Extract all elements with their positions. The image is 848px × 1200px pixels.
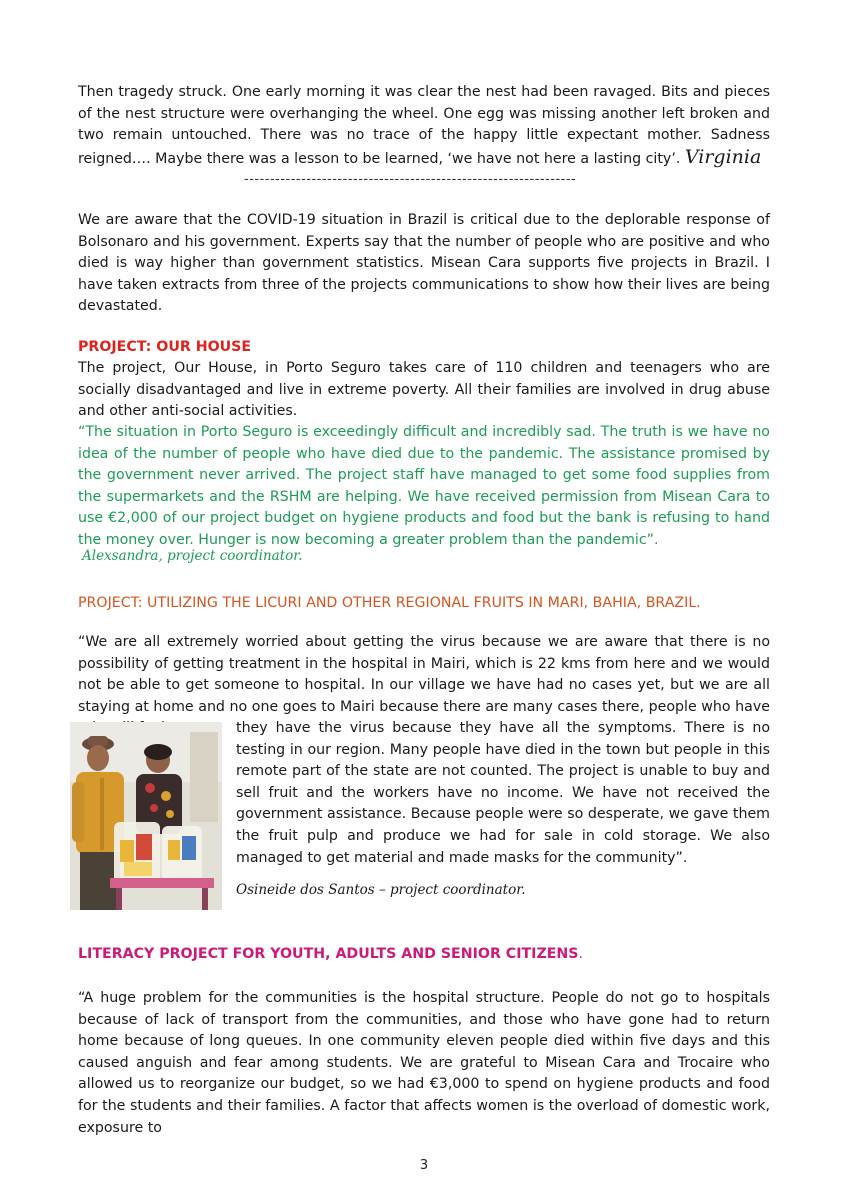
project-licuri-body-side: they have the virus because they have all the symptoms. There is no testing in our region. Many people have died in the town but people in this remote part of the state are not counted. The project is unable to buy and sell fruit and the workers have no income. We have not received the government assistance. Because people were so desperate, we gave them the fruit pulp and produce we had for sale in cold storage. We also managed to get material and made masks for the community”.: [236, 720, 770, 866]
project-our-house-quote: “The situation in Porto Seguro is exceedingly difficult and incredibly sad. The truth is we have no idea of the number of people who have died due to the pandemic. The assistance promised by the government never arrived. The project staff have managed to get some food supplies from the supermarkets and the RSHM are helping. We have received permission from Misean Cara to use €2,000 of our project budget on hygiene products and food but the bank is refusing to hand the money over. Hunger is now becoming a greater problem than the pandemic”.: [78, 424, 770, 548]
intro-paragraph: [78, 82, 770, 170]
project-licuri-body-top: “We are all extremely worried about getting the virus because we are aware that there is no possibility of getting treatment in the hospital in Mairi, which is 22 kms from here and we would not be able to get someone to hospital. In our village we have had no cases yet, but we are all staying at home and no one goes to Mairi because there are many cases there, people who have: [78, 634, 770, 715]
two-people-with-food-parcels-image: [70, 722, 222, 910]
project-licuri-heading: PROJECT: UTILIZING THE LICURI AND OTHER REGIONAL FRUITS IN MARI, BAHIA, BRAZIL.: [78, 595, 701, 611]
page-number: 3: [419, 1158, 429, 1173]
separator-line: ----------------------------------------------------------------: [244, 172, 577, 187]
covid-paragraph: We are aware that the COVID-19 situation in Brazil is critical due to the deplorable response of Bolsonaro and his government. Experts say that the number of people who are positive and who died is way higher than government statistics. Misean Cara supports five projects in Brazil. I have taken extracts from three of the projects communications to show how their lives are being devastated.: [78, 212, 770, 315]
virginia-signature: Virginia: [684, 145, 762, 168]
alexsandra-signature: Alexsandra, project coordinator.: [82, 548, 303, 564]
osineide-signature: Osineide dos Santos – project coordinator.: [236, 882, 526, 898]
literacy-project-heading: [78, 944, 583, 966]
project-photo: [70, 722, 222, 910]
literacy-heading-text: LITERACY PROJECT FOR YOUTH, ADULTS AND SENIOR CITIZENS: [78, 946, 579, 962]
intro-text: Then tragedy struck. One early morning it was clear the nest had been ravaged. Bits and pieces of the nest structure were overhanging the wheel. One egg was missing another left broken and two remain untouched. There was no trace of the happy little expectant mother. Sadness reigned…. Maybe there was a lesson to be learned, ‘we have not here a lasting city’.: [78, 84, 770, 167]
literacy-project-body: “A huge problem for the communities is the hospital structure. People do not go to hospitals because of lack of transport from the communities, and those who have gone had to return home because of long queues. In one community eleven people died within five days and this caused anguish and fear among students. We are grateful to Misean Cara and Trocaire who allowed us to reorganize our budget, so we had €3,000 to spend on hygiene products and food for the students and their families. A factor that affects women is the overload of domestic work, exposure to: [78, 990, 770, 1136]
project-our-house-body: The project, Our House, in Porto Seguro takes care of 110 children and teenagers who are socially disadvantaged and live in extreme poverty. All their families are involved in drug abuse and other anti-social activities.: [78, 360, 770, 420]
literacy-heading-tail: .: [578, 946, 584, 962]
project-our-house-heading: PROJECT: OUR HOUSE: [78, 339, 252, 355]
